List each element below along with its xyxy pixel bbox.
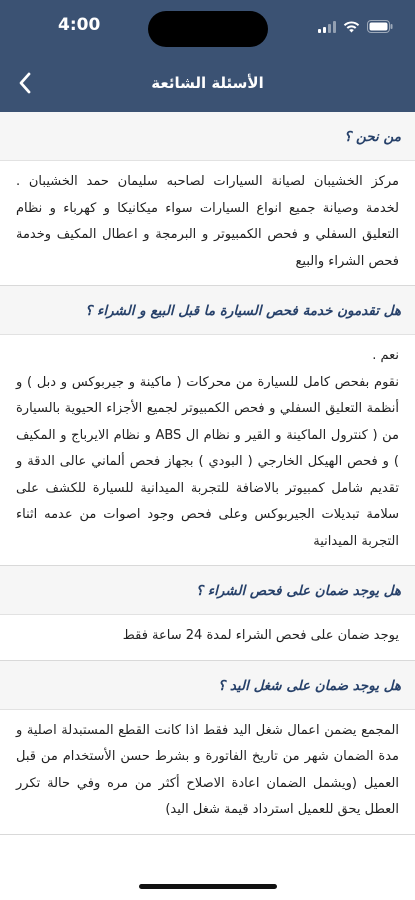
status-icons [318,20,393,33]
nav-bar [0,60,415,110]
faq-answer: مركز الخشيبان لصيانة السيارات لصاحبه سليمان حمد الخشيبان . لخدمة وصيانة جميع انواع السيارات سواء ميكانيكا و كهرباء و نظام التعليق السفلي و فحص الكمبيوتر و البرمجة و اعطال المكيف وخدمة فحص الشراء والبيع [0,160,415,285]
faq-question: هل يوجد ضمان على شغل اليد ؟ [0,661,415,709]
faq-answer: نعم . نقوم بفحص كامل للسيارة من محركات ( ماكينة و جيربوكس و دبل ) و أنظمة التعليق السفلي و فحص الكمبيوتر لجميع الأجزاء الحيوية بالسيارة من ( كنترول الماكينة و القير و نظام ال ABS و نظام الايرباج و المكيف ) و فحص الهيكل الخارجي ( البودي ) بجهاز فحص ألماني عالى الدقة و تقديم شامل كمبيوتر بالاضافة للتجربة الميدانية للسيارة للكشف على سلامة تبديلات الجيربوكس وعلى فحص وجود اصوات من عدمه اثناء التجربة الميدانية [0,334,415,565]
status-time: 4:00 [58,15,101,35]
wifi-icon [343,21,360,33]
faq-list[interactable] [0,112,415,900]
status-bar [0,0,415,56]
faq-answer: المجمع يضمن اعمال شغل اليد فقط اذا كانت القطع المستبدلة اصلية و مدة الضمان شهر من تاريخ الفاتورة و بشرط حسن الأستخدام من قبل العميل (ويشمل الضمان اعادة الاصلاح أكثر من مره وفي حالة تكرر العطل يحق للعميل استرداد قيمة شغل اليد) [0,709,415,834]
faq-item [0,566,415,661]
signal-icon [318,21,336,33]
app-header [0,0,415,112]
faq-question: هل يوجد ضمان على فحص الشراء ؟ [0,566,415,614]
dynamic-island [148,11,268,47]
faq-question: هل تقدمون خدمة فحص السيارة ما قبل البيع و الشراء ؟ [0,286,415,334]
faq-question: من نحن ؟ [0,112,415,160]
page-title: الأسئلة الشائعة [151,74,264,92]
faq-item [0,286,415,566]
faq-answer: يوجد ضمان على فحص الشراء لمدة 24 ساعة فقط [0,614,415,660]
faq-item [0,661,415,835]
home-indicator[interactable] [139,884,277,889]
battery-icon [367,20,393,33]
faq-item [0,112,415,286]
